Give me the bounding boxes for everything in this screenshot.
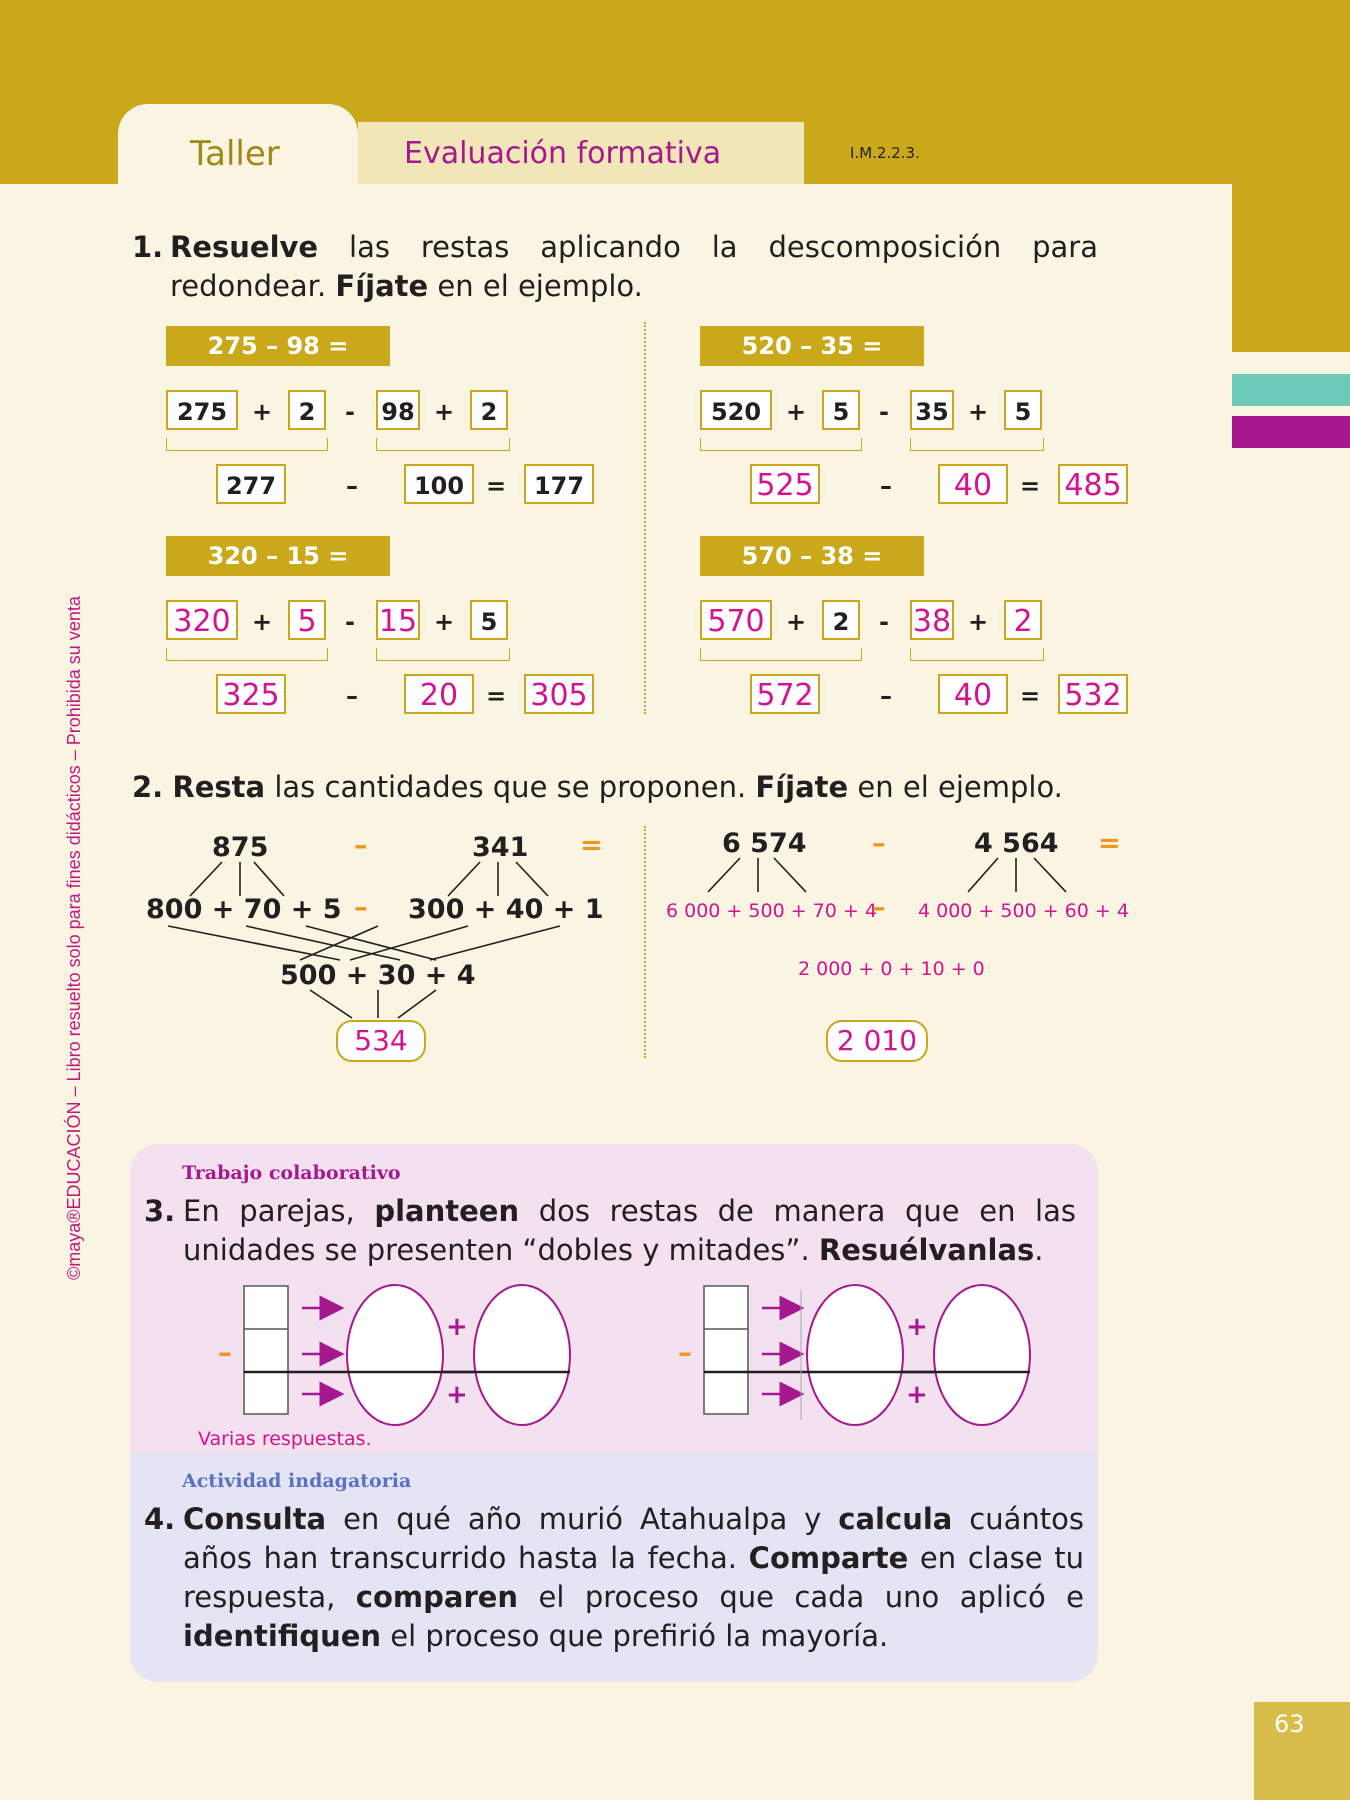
q3-right-plus-bottom: + [906, 1380, 928, 1410]
q2-bold2: Fíjate [755, 770, 849, 804]
q1-add1-box: 5 [288, 600, 326, 640]
q1-problem-header: 320 – 15 = [166, 536, 390, 576]
q1-equals-op: = [485, 472, 507, 500]
q1-minuend-box: 320 [166, 600, 238, 640]
q1-text2: en el ejemplo. [428, 269, 643, 303]
q3-right-plus-top: + [906, 1312, 928, 1342]
q1-minus-op: - [879, 608, 889, 636]
q1-equals-op: = [1019, 682, 1041, 710]
q2-number: 2. [132, 770, 164, 804]
q3-text1: En parejas, [183, 1194, 375, 1228]
q1-plus-op: + [785, 398, 807, 426]
q4-instruction [144, 1500, 1084, 1656]
q1-problem-header: 570 – 38 = [700, 536, 924, 576]
q2-left-minus2: – [354, 892, 368, 923]
tab-taller-label: Taller [190, 134, 280, 174]
q3-left-plus-bottom: + [446, 1380, 468, 1410]
q4-text5: el proceso que prefirió la mayoría. [381, 1619, 889, 1653]
q3-diagram-left [244, 1285, 570, 1425]
q1-result-box: 305 [524, 674, 594, 714]
q2-right-eq: = [1098, 828, 1121, 859]
q1-minus-op: - [345, 398, 355, 426]
q1-rounded-minuend-box: 525 [750, 464, 820, 504]
q1-add1-box: 5 [822, 390, 860, 430]
q1-rounded-minuend-box: 325 [216, 674, 286, 714]
q1-bold1: Resuelve [170, 230, 319, 264]
q1-dash-op: – [346, 472, 358, 500]
q2-left-b: 341 [472, 832, 529, 863]
q2-left-a: 875 [212, 832, 269, 863]
q2-left-minus: – [354, 830, 368, 861]
q2-right-minus: – [872, 828, 886, 859]
q1-subtrahend-box: 38 [910, 600, 954, 640]
q2-right-diff: 2 000 + 0 + 10 + 0 [798, 958, 985, 980]
q1-plus-op: + [251, 608, 273, 636]
q4-bold1: Consulta [183, 1502, 327, 1536]
q4-bold5: identifiquen [183, 1619, 382, 1653]
q4-bold3: Comparte [748, 1541, 909, 1575]
q3-diagram-right [704, 1285, 1030, 1425]
q1-plus-op: + [433, 608, 455, 636]
skill-code: I.M.2.2.3. [850, 144, 920, 162]
q2-text1: las cantidades que se proponen. [265, 770, 756, 804]
q1-problem-header: 275 – 98 = [166, 326, 390, 366]
q1-add2-box: 5 [470, 600, 508, 640]
q1-add1-box: 2 [288, 390, 326, 430]
q2-right-a: 6 574 [722, 828, 807, 859]
q2-right-a-dec: 6 000 + 500 + 70 + 4 [666, 900, 877, 922]
q1-number: 1. [132, 230, 164, 264]
q2-left-diff: 500 + 30 + 4 [280, 960, 476, 991]
q1-text1: las restas aplicando la descomposición para redondear. [170, 230, 1098, 303]
q3-left-minus: – [218, 1336, 232, 1369]
q3-right-minus: – [678, 1336, 692, 1369]
q4-label: Actividad indagatoria [182, 1470, 412, 1492]
q1-plus-op: + [967, 608, 989, 636]
q1-rounded-subtrahend-box: 40 [938, 674, 1008, 714]
q3-label: Trabajo colaborativo [182, 1162, 401, 1184]
q4-text1: en qué año murió Atahualpa y [326, 1502, 839, 1536]
q1-minus-op: - [345, 608, 355, 636]
q1-rounded-subtrahend-box: 100 [404, 464, 474, 504]
q1-bold2: Fíjate [335, 269, 429, 303]
q1-plus-op: + [785, 608, 807, 636]
q1-rounded-minuend-box: 277 [216, 464, 286, 504]
q2-bold1: Resta [172, 770, 266, 804]
q1-add2-box: 5 [1004, 390, 1042, 430]
q1-minuend-box: 275 [166, 390, 238, 430]
q4-text3: en clase tu respuesta, [183, 1541, 1084, 1614]
q1-equals-op: = [485, 682, 507, 710]
q2-left-eq: = [580, 830, 603, 861]
page-number: 63 [1274, 1710, 1305, 1738]
q1-add2-box: 2 [1004, 600, 1042, 640]
q3-number: 3. [144, 1194, 176, 1228]
q3-bold1: planteen [374, 1194, 520, 1228]
q1-plus-op: + [251, 398, 273, 426]
q1-result-box: 532 [1058, 674, 1128, 714]
q2-text2: en el ejemplo. [848, 770, 1063, 804]
q1-plus-op: + [967, 398, 989, 426]
q1-subtrahend-box: 15 [376, 600, 420, 640]
q2-left-b-dec: 300 + 40 + 1 [408, 894, 604, 925]
q2-right-result: 2 010 [826, 1020, 928, 1062]
q2-left-result: 534 [336, 1020, 426, 1062]
q3-left-plus-top: + [446, 1312, 468, 1342]
q1-dash-op: – [880, 682, 892, 710]
q4-number: 4. [144, 1502, 176, 1536]
q1-result-box: 485 [1058, 464, 1128, 504]
q1-plus-op: + [433, 398, 455, 426]
q4-bold2: calcula [838, 1502, 953, 1536]
q1-rounded-subtrahend-box: 40 [938, 464, 1008, 504]
q4-text4: el proceso que cada uno aplicó e [518, 1580, 1084, 1614]
q3-note: Varias respuestas. [198, 1428, 372, 1450]
q1-rounded-subtrahend-box: 20 [404, 674, 474, 714]
q1-result-box: 177 [524, 464, 594, 504]
q1-dash-op: – [346, 682, 358, 710]
q4-bold4: comparen [355, 1580, 519, 1614]
q3-text3: . [1034, 1233, 1044, 1267]
q1-add2-box: 2 [470, 390, 508, 430]
q2-left-a-dec: 800 + 70 + 5 [146, 894, 342, 925]
q2-right-minus2: – [872, 892, 886, 923]
side-copyright-text: ©maya®EDUCACIÓN – Libro resuelto solo para fines didácticos – Prohibida su venta [64, 596, 84, 1280]
q3-bold2: Resuélvanlas [818, 1233, 1035, 1267]
q1-minuend-box: 520 [700, 390, 772, 430]
q4-text2: cuántos años han transcurrido hasta la fecha. [183, 1502, 1084, 1575]
q1-dash-op: – [880, 472, 892, 500]
q2-right-b-dec: 4 000 + 500 + 60 + 4 [918, 900, 1129, 922]
q1-minuend-box: 570 [700, 600, 772, 640]
q1-minus-op: - [879, 398, 889, 426]
q1-subtrahend-box: 98 [376, 390, 420, 430]
q1-rounded-minuend-box: 572 [750, 674, 820, 714]
tab-evaluacion-label: Evaluación formativa [404, 136, 722, 171]
q1-equals-op: = [1019, 472, 1041, 500]
q3-text2: dos restas de manera que en las unidades se presenten “dobles y mitades”. [183, 1194, 1076, 1267]
q1-add1-box: 2 [822, 600, 860, 640]
q1-problem-header: 520 – 35 = [700, 326, 924, 366]
q2-right-b: 4 564 [974, 828, 1059, 859]
q1-subtrahend-box: 35 [910, 390, 954, 430]
